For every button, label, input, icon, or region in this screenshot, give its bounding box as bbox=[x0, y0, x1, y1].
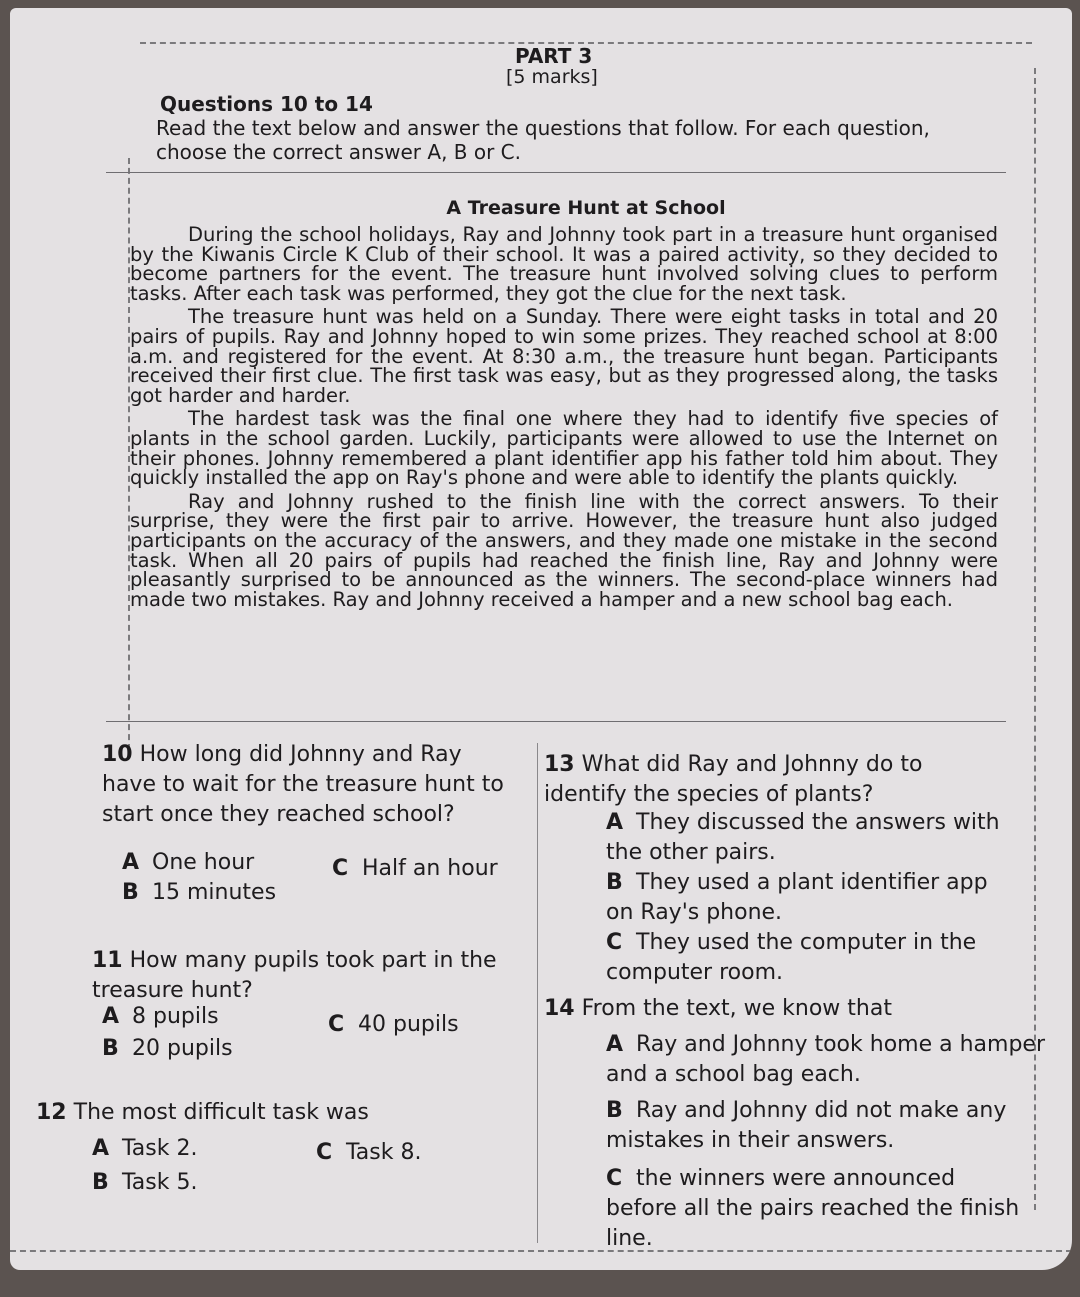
option-13-a[interactable]: A They discussed the answers with the other pairs. bbox=[606, 810, 1000, 865]
option-14-a[interactable]: A Ray and Johnny took home a hamper and a school bag each. bbox=[606, 1032, 1045, 1087]
option-14-c[interactable]: C the winners were announced before all the pairs reached the finish line. bbox=[606, 1166, 1020, 1251]
part-title: PART 3 bbox=[515, 44, 593, 68]
marks-label: [5 marks] bbox=[506, 66, 598, 88]
question-range: Questions 10 to 14 bbox=[160, 92, 373, 116]
question-number: 10 bbox=[102, 742, 133, 767]
question-13 bbox=[544, 750, 984, 810]
question-12 bbox=[36, 1098, 516, 1128]
question-text: How long did Johnny and Ray have to wait for the treasure hunt to start once they reached school? bbox=[102, 742, 504, 827]
option-11-a[interactable]: A 8 pupils bbox=[102, 1004, 219, 1029]
question-text: From the text, we know that bbox=[581, 996, 892, 1021]
option-13-c[interactable]: C They used the computer in the computer room. bbox=[606, 930, 977, 985]
passage-paragraph: During the school holidays, Ray and Johnny took part in a treasure hunt organised by the Kiwanis Circle K Club of their school. It was a paired activity, so they decided to become partners for the event. The treasure hunt involved solving clues to perform tasks. After each task was performed, they got the clue for the next task. bbox=[130, 223, 998, 305]
column-divider bbox=[537, 743, 538, 1243]
question-text: What did Ray and Johnny do to identify the species of plants? bbox=[544, 752, 923, 807]
question-text: How many pupils took part in the treasure hunt? bbox=[92, 948, 497, 1003]
question-number: 14 bbox=[544, 996, 575, 1021]
option-12-b[interactable]: B Task 5. bbox=[92, 1170, 198, 1195]
question-14 bbox=[544, 994, 984, 1024]
question-11 bbox=[92, 946, 522, 1006]
option-14-b[interactable]: B Ray and Johnny did not make any mistakes in their answers. bbox=[606, 1098, 1007, 1153]
option-13-b[interactable]: B They used a plant identifier app on Ray's phone. bbox=[606, 870, 988, 925]
option-10-a[interactable]: A One hour bbox=[122, 850, 255, 875]
option-10-c[interactable]: C Half an hour bbox=[332, 856, 498, 881]
question-number: 12 bbox=[36, 1100, 67, 1125]
option-11-b[interactable]: B 20 pupils bbox=[102, 1036, 233, 1061]
question-number: 11 bbox=[92, 948, 123, 973]
option-12-c[interactable]: C Task 8. bbox=[316, 1140, 422, 1165]
question-10 bbox=[102, 740, 522, 830]
option-12-a[interactable]: A Task 2. bbox=[92, 1136, 198, 1161]
passage-paragraph: The hardest task was the final one where they had to identify five species of plants in the school garden. Luckily, participants were allowed to use the Internet on their phones. Johnny remembered a plant identifier app his father told him about. They quickly installed the app on Ray's phone and were able to identify the plants quickly. bbox=[130, 407, 998, 490]
passage-box bbox=[106, 172, 1006, 722]
passage-paragraph: Ray and Johnny rushed to the finish line with the correct answers. To their surprise, they were the first pair to arrive. However, the treasure hunt also judged participants on the accuracy of the answers, and they made one mistake in the second task. When all 20 pairs of pupils had reached the finish line, Ray and Johnny were pleasantly surprised to be announced as the winners. The second-place winners had made two mistakes. Ray and Johnny received a hamper and a new school bag each. bbox=[130, 489, 998, 611]
option-10-b[interactable]: B 15 minutes bbox=[122, 880, 277, 905]
worksheet-page bbox=[10, 8, 1072, 1270]
instructions: Read the text below and answer the questions that follow. For each question, choose the correct answer A, B or C. bbox=[156, 116, 930, 164]
passage-title: A Treasure Hunt at School bbox=[446, 197, 726, 219]
option-11-c[interactable]: C 40 pupils bbox=[328, 1012, 459, 1037]
passage-paragraph: The treasure hunt was held on a Sunday. There were eight tasks in total and 20 pairs of pupils. Ray and Johnny hoped to win some prizes. They reached school at 8:00 a.m. and registered for the event. At 8:30 a.m., the treasure hunt began. Participants received their first clue. The first task was easy, but as they progressed along, the tasks got harder and harder. bbox=[130, 305, 998, 407]
question-text: The most difficult task was bbox=[73, 1100, 369, 1125]
question-number: 13 bbox=[544, 752, 575, 777]
